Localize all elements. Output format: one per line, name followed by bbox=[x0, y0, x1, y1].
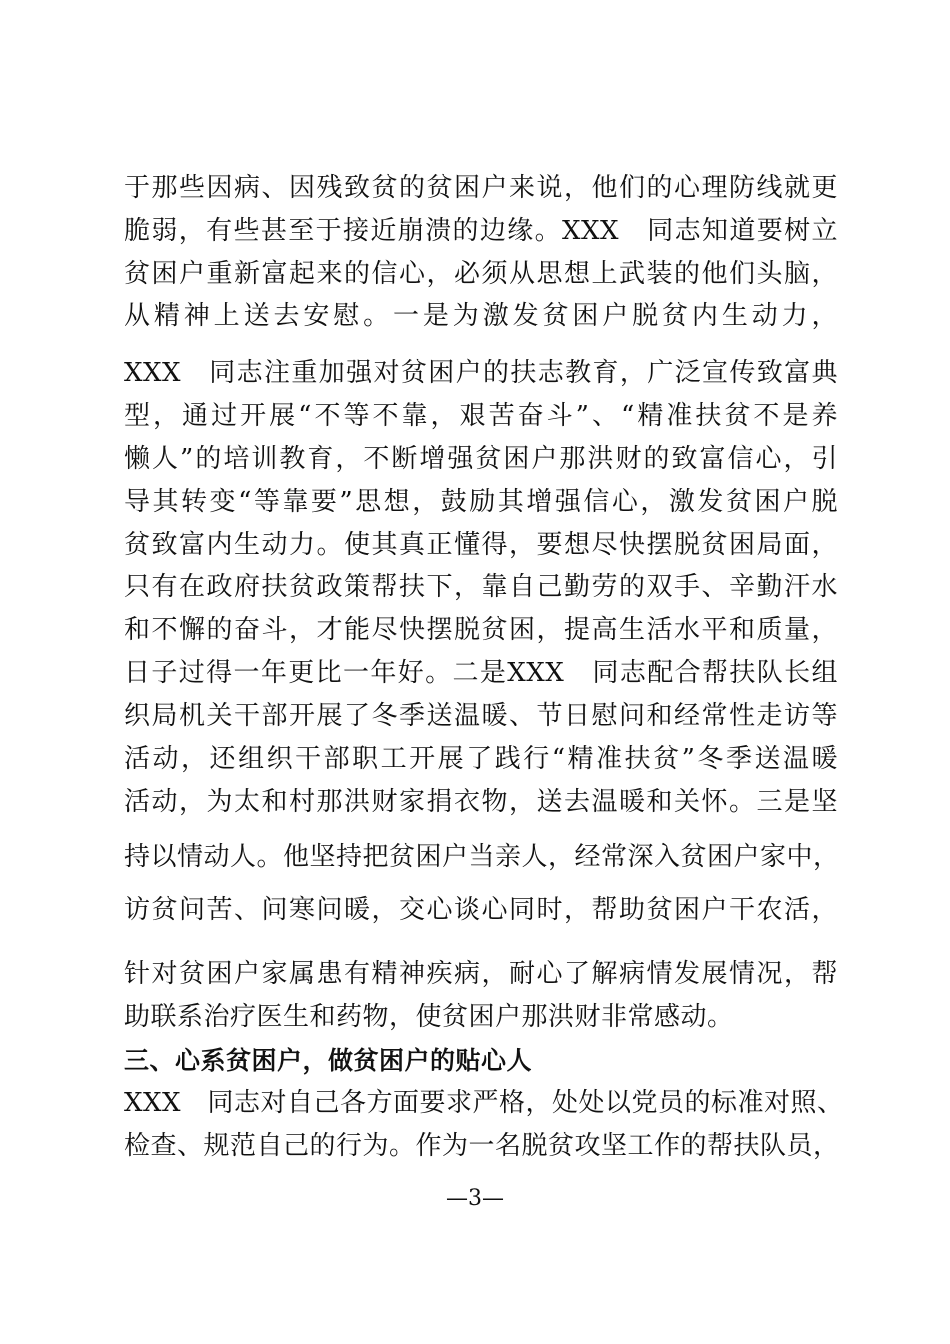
body-text-line: 只有在政府扶贫政策帮扶下，靠自己勤劳的双手、辛勤汗水 bbox=[124, 572, 838, 602]
section-heading: 三、心系贫困户，做贫困户的贴心人 bbox=[124, 1046, 533, 1075]
page-number: —3— bbox=[446, 1186, 504, 1211]
body-text-line: 助联系治疗医生和药物，使贫困户那洪财非常感动。 bbox=[124, 1002, 734, 1032]
body-text-line: XXX 同志注重加强对贫困户的扶志教育，广泛宣传致富典 bbox=[124, 358, 838, 388]
body-text-line: 于那些因病、因残致贫的贫困户来说，他们的心理防线就更 bbox=[124, 173, 838, 203]
body-text-line: 访贫问苦、问寒问暖，交心谈心同时，帮助贫困户干农活， bbox=[124, 895, 838, 925]
body-text-line: 贫困户重新富起来的信心，必须从思想上武装的他们头脑， bbox=[124, 259, 838, 289]
body-text-line: 日子过得一年更比一年好。二是XXX 同志配合帮扶队长组 bbox=[124, 658, 838, 688]
body-text-line: 从精神上送去安慰。一是为激发贫困户脱贫内生动力， bbox=[124, 301, 838, 331]
body-text-line: 针对贫困户家属患有精神疾病，耐心了解病情发展情况，帮 bbox=[124, 959, 838, 989]
body-text-line: 脆弱，有些甚至于接近崩溃的边缘。XXX 同志知道要树立 bbox=[124, 216, 838, 246]
body-text-line: 贫致富内生动力。使其真正懂得，要想尽快摆脱贫困局面， bbox=[124, 530, 838, 560]
body-text-line: 活动，还组织干部职工开展了践行“精准扶贫”冬季送温暖 bbox=[124, 744, 838, 774]
body-text-line: XXX 同志对自己各方面要求严格，处处以党员的标准对照、 bbox=[124, 1088, 844, 1118]
body-text-line: 活动，为太和村那洪财家捐衣物，送去温暖和关怀。三是坚 bbox=[124, 787, 838, 817]
body-text-line: 和不懈的奋斗，才能尽快摆脱贫困，提高生活水平和质量， bbox=[124, 615, 838, 645]
body-text-line: 织局机关干部开展了冬季送温暖、节日慰问和经常性走访等 bbox=[124, 701, 838, 731]
body-text-line: 持以情动人。他坚持把贫困户当亲人，经常深入贫困户家中， bbox=[124, 842, 840, 872]
body-text-line: 懒人”的培训教育，不断增强贫困户那洪财的致富信心，引 bbox=[124, 444, 838, 474]
body-text-line: 导其转变“等靠要”思想，鼓励其增强信心，激发贫困户脱 bbox=[124, 487, 838, 517]
body-text-line: 检查、规范自己的行为。作为一名脱贫攻坚工作的帮扶队员， bbox=[124, 1131, 840, 1161]
body-text-line: 型，通过开展“不等不靠，艰苦奋斗”、“精准扶贫不是养 bbox=[124, 401, 838, 431]
